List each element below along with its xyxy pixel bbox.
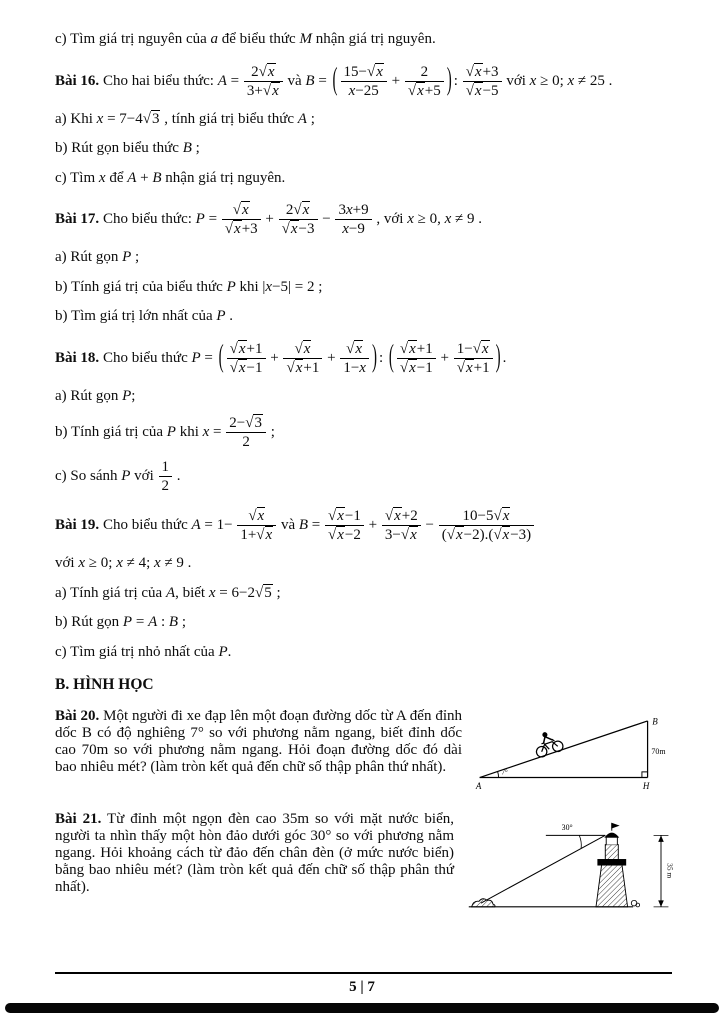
page-number: 5 | 7 — [349, 979, 375, 995]
problem-16-part-c: c) Tìm x để A + B nhận giá trị nguyên. — [55, 169, 286, 186]
problem-17-part-b2: b) Tìm giá trị lớn nhất của P . — [55, 308, 234, 324]
problem-17-part-a: a) Rút gọn P ; — [55, 249, 140, 265]
problem-20-block — [55, 708, 674, 799]
problem-16-part-b: b) Rút gọn biểu thức B ; — [55, 140, 200, 156]
label-70m: 70m — [651, 747, 666, 757]
problem-16-part-a: a) Khi x = 7−4√3 , tính giá trị biểu thức A ; — [55, 110, 315, 127]
island-icon — [472, 899, 495, 907]
sight-line — [481, 836, 605, 904]
section-b-title: B. HÌNH HỌC — [55, 676, 154, 693]
problem-17-part-b1: b) Tính giá trị của biểu thức P khi |x−5| = 2 ; — [55, 278, 323, 295]
figure-lighthouse — [466, 811, 674, 922]
label-angle-7: 7° — [501, 768, 508, 777]
label-angle-30: 30° — [561, 823, 573, 833]
angle-arc — [579, 836, 581, 849]
footer-rule — [55, 972, 672, 974]
label-point-B: B — [652, 716, 658, 727]
problem-19-part-b: b) Rút gọn P = A : B ; — [55, 614, 186, 630]
figure-incline — [474, 708, 674, 799]
bottom-scan-bar — [5, 1003, 719, 1013]
label-point-H: H — [642, 781, 650, 792]
lighthouse-figure-svg — [466, 815, 674, 917]
problem-19-title: Bài 19. Cho biểu thức A = 1− $\frac{√x}{1+√x}$ và B = $\frac{√x-1}{√x-2}$ + $\frac{√x+2}{3-√x}$ − $\frac{10-5√x}{(√x-2).(√x-3)}$ — [55, 507, 674, 544]
cyclist-icon — [531, 728, 564, 758]
incline-figure-svg — [474, 712, 674, 794]
problem-17-title: Bài 17. Cho biểu thức: P = $\frac{√x}{√x+3}$ + $\frac{2√x}{√x-3}$ − $\frac{3x+9}{x-9}$ , với x ≥ 0, x ≠ 9 . — [55, 202, 483, 237]
problem-18-part-c: c) So sánh P với $\frac{1}{2}$ . — [55, 459, 181, 494]
problem-18-title: Bài 18. Cho biểu thức P = ( $\frac{√x+1}{√x-1}$ + $\frac{√x}{√x+1}$ + $\frac{√x}{1-x}$ ) : ( $\frac{√x+1}{√x-1}$ + $\frac{1-√x}{√x+1}$ ) . — [55, 340, 507, 376]
label-point-A: A — [475, 781, 482, 792]
problem-19-conditions: với x ≥ 0; x ≠ 4; x ≠ 9 . — [55, 555, 192, 571]
problem-19-part-a: a) Tính giá trị của A, biết x = 6−2√5 ; — [55, 584, 281, 601]
problem-16-title: Bài 16. Cho hai biểu thức: A = $\frac{2√x}{3+√x}$ và B = ( $\frac{15-√x}{x-25}$ + $\frac{2}{√x+5}$ ) : $\frac{√x+3}{√x-5}$ với x ≥ 0; x ≠ 25 . — [55, 63, 613, 99]
intro-part-c: c) Tìm giá trị nguyên của a để biểu thức M nhận giá trị nguyên. — [55, 31, 436, 47]
problem-18-part-a: a) Rút gọn P; — [55, 387, 136, 404]
problem-20-text: Bài 20. Một người đi xe đạp lên một đoạn đường dốc từ A đến đỉnh dốc B có độ nghiêng 7° so với phương nằm ngang, biết đỉnh dốc cao 70m so với phương nằm ngang. Hỏi đoạn đường dốc đó dài bao nhiêu mét? (làm tròn kết quả đến chữ số thập phân thứ nhất). — [55, 708, 462, 776]
problem-18-part-b: b) Tính giá trị của P khi x = $\frac{2-√3}{2}$ ; — [55, 415, 275, 450]
problem-19-part-c: c) Tìm giá trị nhỏ nhất của P. — [55, 643, 232, 660]
problem-21-block — [55, 811, 674, 922]
problem-21-text: Bài 21. Từ đỉnh một ngọn đèn cao 35m so với mặt nước biển, người ta nhìn thấy một hòn đảo dưới góc 30° so với phương nằm ngang. Hỏi khoảng cách từ đảo đến chân đèn (ở mức nước biển) bằng bao nhiêu mét? (làm tròn kết quả đến chữ số thập phân thứ nhất). — [55, 811, 454, 896]
label-35m: 35 m — [665, 863, 674, 879]
